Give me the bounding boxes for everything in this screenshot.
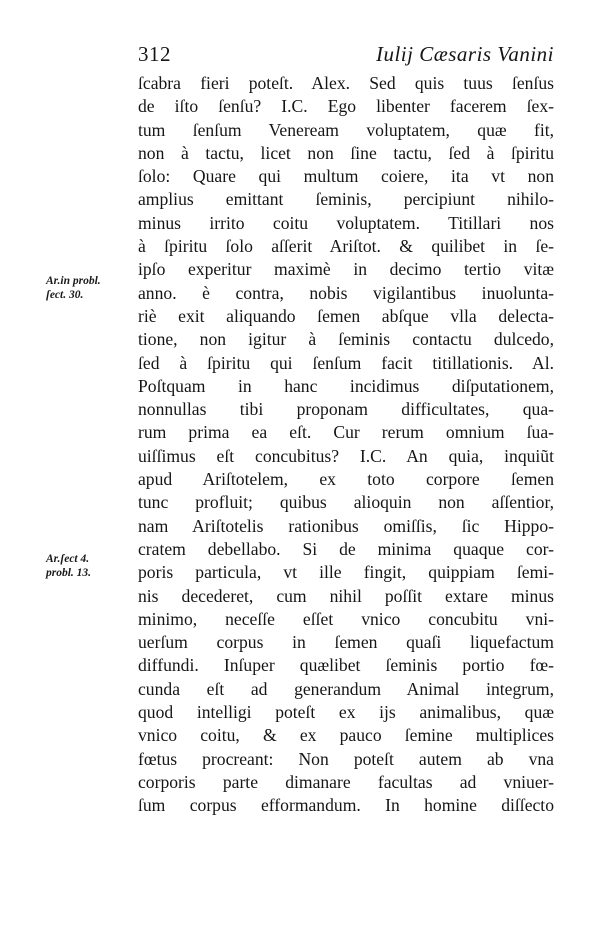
text-line: diffundi. Inſuper quælibet ſeminis portio fœ- [138, 655, 554, 676]
text-line: minus irrito coitu voluptatem. Titillari nos [138, 212, 554, 233]
page-number: 312 [138, 42, 171, 66]
margin-note-line: Ar.ſect 4. [46, 553, 90, 565]
text-line: non à tactu, licet non ſine tactu, ſed à ſpiritu [138, 142, 554, 163]
text-line: fœtus procreant: Non poteſt autem ab vna [138, 748, 554, 769]
text-line: ſcabra fieri poteſt. Alex. Sed quis tuus ſenſus [138, 73, 554, 93]
text-line: amplius emittant ſeminis, percipiunt nihilo- [138, 189, 554, 210]
text-line: de iſto ſenſu? I.C. Ego libenter facerem ſex- [138, 96, 554, 117]
text-line: rum prima ea eſt. Cur rerum omnium ſua- [138, 422, 554, 443]
text-line: tunc profluit; quibus alioquin non aſſentior, [138, 492, 554, 513]
running-title: Iulij Cæsaris Vanini [375, 42, 554, 66]
text-line: ſum corpus efformandum. In homine diſſecto [138, 795, 554, 816]
running-head [138, 38, 554, 70]
text-line: quod intelligi poteſt ex ijs animalibus, quæ [138, 702, 554, 723]
text-line: ipſo experitur maximè in decimo tertio vitæ [138, 259, 554, 280]
margin-note-line: ſect. 30. [46, 289, 84, 301]
text-line: anno. è contra, nobis vigilantibus inuolunta- [138, 282, 554, 303]
text-line: minimo, neceſſe eſſet vnico concubitu vni- [138, 608, 554, 629]
text-line: nam Ariſtotelis rationibus omiſſis, ſic Hippo- [138, 515, 554, 536]
text-line: cunda eſt ad generandum Animal integrum, [138, 678, 554, 699]
text-line: ſolo: Quare qui multum coiere, ita vt non [138, 166, 554, 187]
text-line: tione, non igitur à ſeminis contactu dulcedo, [138, 329, 554, 350]
text-line: uiſſimus eſt concubitus? I.C. An quia, inquiũt [138, 445, 554, 466]
text-line: Poſtquam in hanc incidimus diſputationem, [138, 375, 554, 396]
main-text-block [138, 72, 554, 818]
margin-note-line: Ar.in probl. [46, 275, 101, 287]
text-line: tum ſenſum Veneream voluptatem, quæ fit, [138, 119, 554, 140]
text-line: riè exit aliquando ſemen abſque vlla delecta- [138, 305, 554, 326]
text-line: à ſpiritu ſolo aſſerit Ariſtot. & quilibet in ſe- [138, 236, 554, 257]
text-line: corporis parte dimanare facultas ad vniuer- [138, 771, 554, 792]
margin-note-aristotle-problems-30 [46, 274, 101, 302]
text-line: ſed à ſpiritu qui ſenſum facit titillationis. Al. [138, 352, 554, 373]
text-line: nis decederet, cum nihil poſſit extare minus [138, 585, 554, 606]
text-line: poris particula, vt ille fingit, quippiam ſemi- [138, 562, 554, 583]
margin-note-line: probl. 13. [46, 567, 92, 579]
text-line: apud Ariſtotelem, ex toto corpore ſemen [138, 469, 554, 490]
text-line: uerſum corpus in ſemen quaſi liquefactum [138, 632, 554, 653]
text-line: nonnullas tibi proponam difficultates, qua- [138, 399, 554, 420]
margin-note-aristotle-problems-13 [46, 552, 91, 580]
text-line: vnico coitu, & ex pauco ſemine multiplices [138, 725, 554, 746]
text-line: cratem debellabo. Si de minima quaque cor- [138, 538, 554, 559]
